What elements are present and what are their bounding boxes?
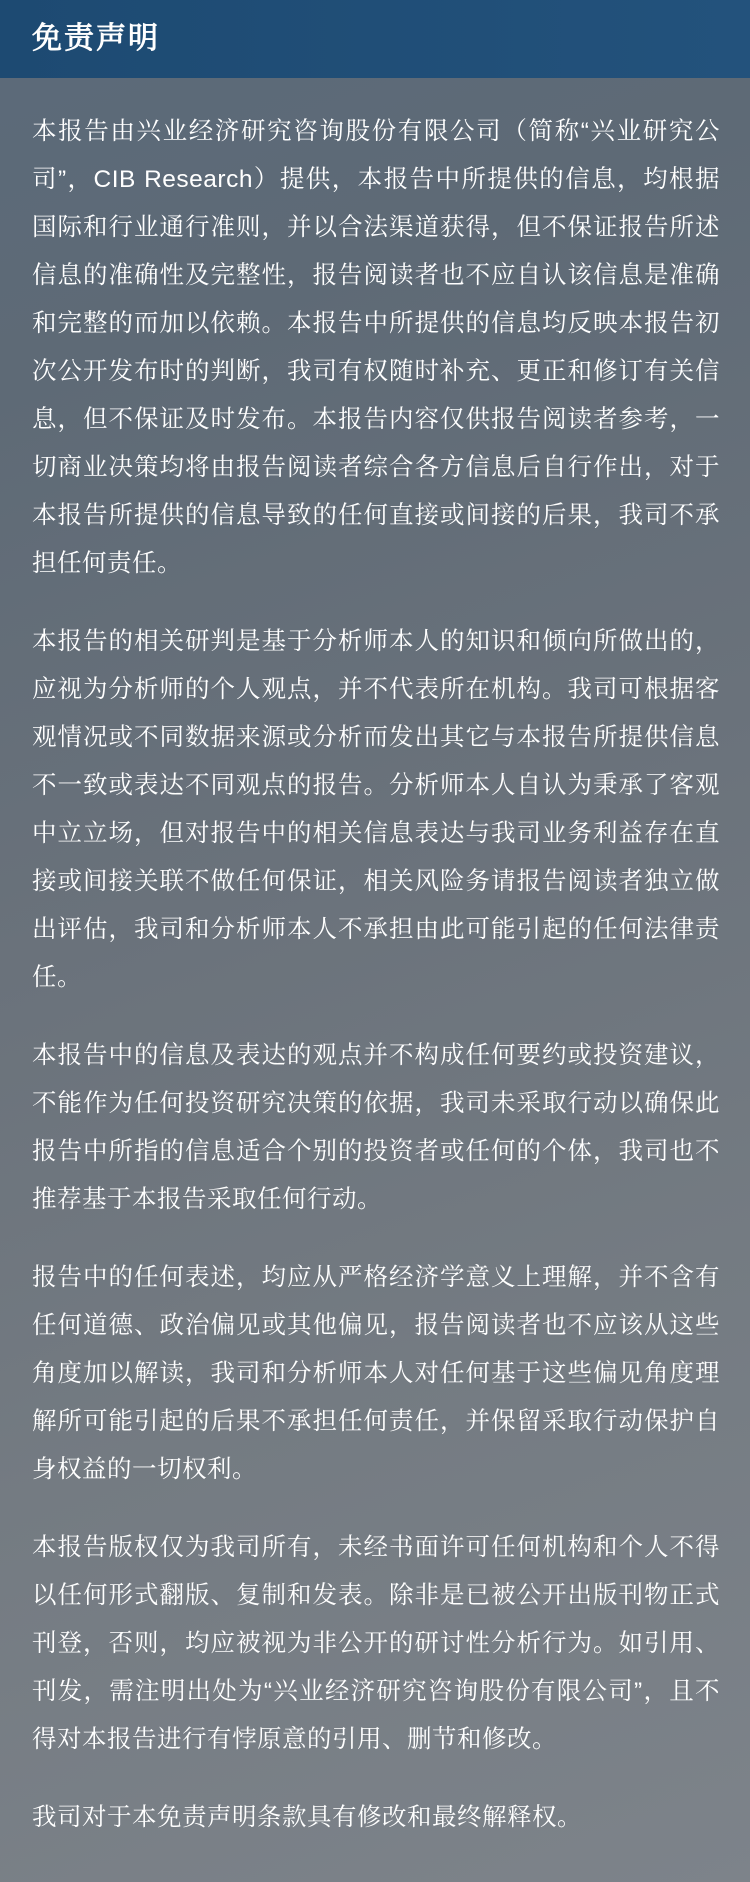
paragraph: 报告中的任何表述，均应从严格经济学意义上理解，并不含有任何道德、政治偏见或其他偏见，报告阅读者也不应该从这些角度加以解读，我司和分析师本人对任何基于这些偏见角度理解所可能引起的后果不承担任何责任，并保留采取行动保护自身权益的一切权利。 [32, 1264, 720, 1483]
page-title: 免责声明 [32, 22, 160, 55]
page-header [0, 0, 750, 78]
paragraph: 本报告由兴业经济研究咨询股份有限公司（简称“兴业研究公司”，CIB Research）提供，本报告中所提供的信息，均根据国际和行业通行准则，并以合法渠道获得，但不保证报告所述信息的准确性及完整性，报告阅读者也不应自认该信息是准确和完整的而加以依赖。本报告中所提供的信息均反映本报告初次公开发布时的判断，我司有权随时补充、更正和修订有关信息，但不保证及时发布。本报告内容仅供报告阅读者参考，一切商业决策均将由报告阅读者综合各方信息后自行作出，对于本报告所提供的信息导致的任何直接或间接的后果，我司不承担任何责任。 [32, 118, 720, 577]
disclaimer-body [0, 78, 750, 1882]
paragraph: 本报告版权仅为我司所有，未经书面许可任何机构和个人不得以任何形式翻版、复制和发表。除非是已被公开出版刊物正式刊登，否则，均应被视为非公开的研讨性分析行为。如引用、刊发，需注明出处为“兴业经济研究咨询股份有限公司”，且不得对本报告进行有悖原意的引用、删节和修改。 [32, 1534, 720, 1753]
paragraph: 本报告中的信息及表达的观点并不构成任何要约或投资建议，不能作为任何投资研究决策的依据，我司未采取行动以确保此报告中所指的信息适合个别的投资者或任何的个体，我司也不推荐基于本报告采取任何行动。 [32, 1042, 720, 1213]
paragraph: 我司对于本免责声明条款具有修改和最终解释权。 [32, 1804, 582, 1831]
paragraph: 本报告的相关研判是基于分析师本人的知识和倾向所做出的，应视为分析师的个人观点，并不代表所在机构。我司可根据客观情况或不同数据来源或分析而发出其它与本报告所提供信息不一致或表达不同观点的报告。分析师本人自认为秉承了客观中立立场，但对报告中的相关信息表达与我司业务利益存在直接或间接关联不做任何保证，相关风险务请报告阅读者独立做出评估，我司和分析师本人不承担由此可能引起的任何法律责任。 [32, 628, 720, 991]
